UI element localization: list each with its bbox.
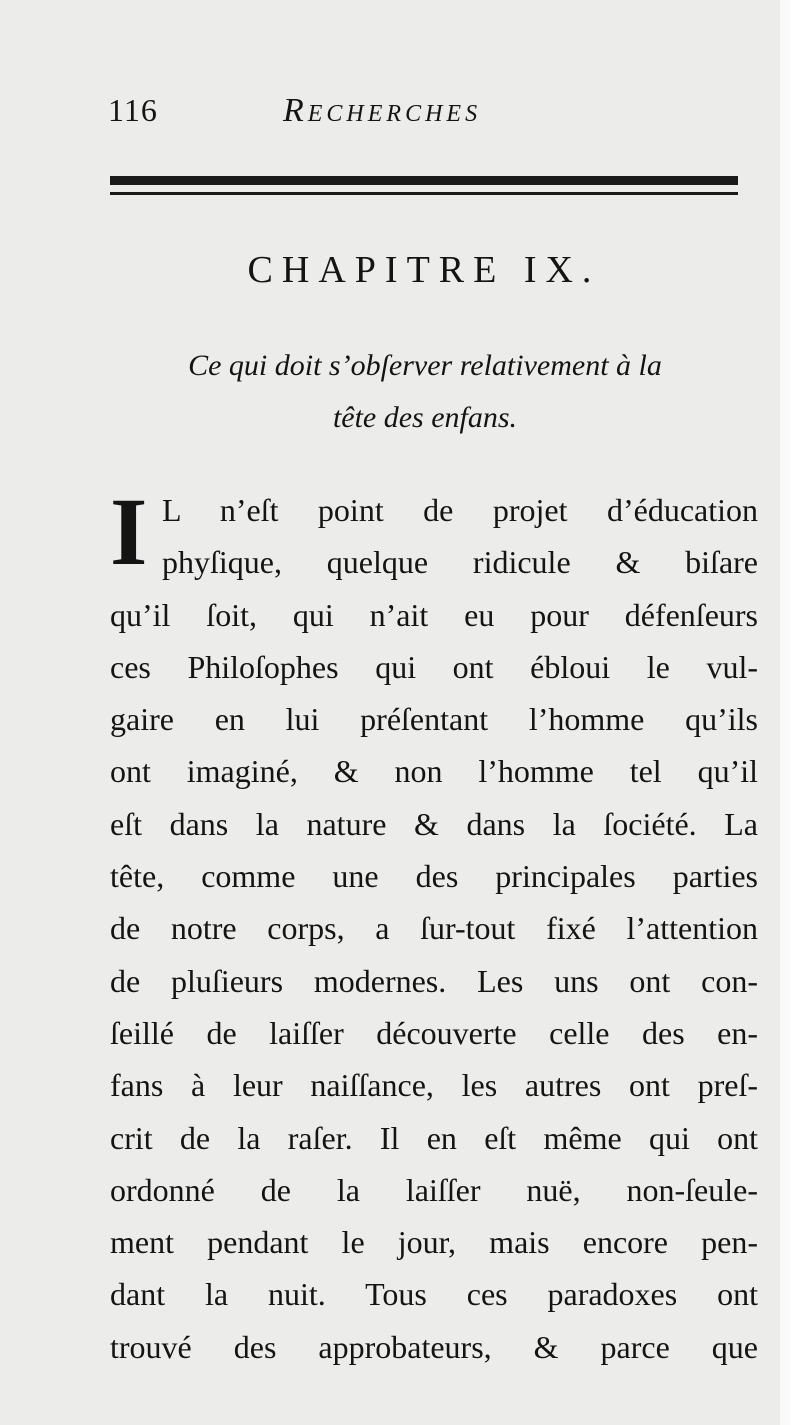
text-line: eſt dans la nature & dans la ſociété. La: [110, 805, 758, 842]
text-line: trouvé des approbateurs, & parce que: [110, 1328, 758, 1365]
chapter-subtitle: [100, 340, 750, 444]
page-edge: [780, 0, 790, 1425]
text-line: dant la nuit. Tous ces paradoxes ont: [110, 1276, 758, 1313]
text-line: tête, comme une des principales parties: [110, 858, 758, 895]
header-rule-thin: [110, 192, 738, 195]
text-line: ont imaginé, & non l’homme tel qu’il: [110, 753, 758, 790]
text-line: gaire en lui préſentant l’homme qu’ils: [110, 701, 758, 738]
page-header: [108, 92, 748, 142]
running-head: Recherches: [283, 92, 482, 129]
page-number: 116: [108, 92, 158, 128]
chapter-subtitle-line: Ce qui doit s’obſerver relativement à la: [188, 349, 662, 382]
text-line: fans à leur naiſſance, les autres ont preſ-: [110, 1067, 758, 1104]
text-line: qu’il ſoit, qui n’ait eu pour défenſeurs: [110, 596, 758, 633]
chapter-title: CHAPITRE IX.: [247, 249, 601, 291]
text-line: de pluſieurs modernes. Les uns ont con-: [110, 962, 758, 999]
drop-cap: I: [110, 478, 148, 585]
text-line: ment pendant le jour, mais encore pen-: [110, 1224, 758, 1261]
text-line: crit de la raſer. Il en eſt même qui ont: [110, 1119, 758, 1156]
chapter-subtitle-line: tête des enfans.: [332, 401, 518, 434]
text-line: de notre corps, a ſur-tout fixé l’attention: [110, 910, 758, 947]
header-rule-thick: [110, 176, 738, 185]
text-line: L n’eſt point de projet d’éducation: [162, 492, 758, 528]
body-paragraph: [110, 478, 758, 1373]
text-line: ces Philoſophes qui ont ébloui le vul-: [110, 648, 758, 685]
text-line: ordonné de la laiſſer nuë, non-ſeule-: [110, 1171, 758, 1208]
text-line: phyſique, quelque ridicule & biſare: [162, 544, 758, 581]
text-line: ſeillé de laiſſer découverte celle des en-: [110, 1014, 758, 1051]
